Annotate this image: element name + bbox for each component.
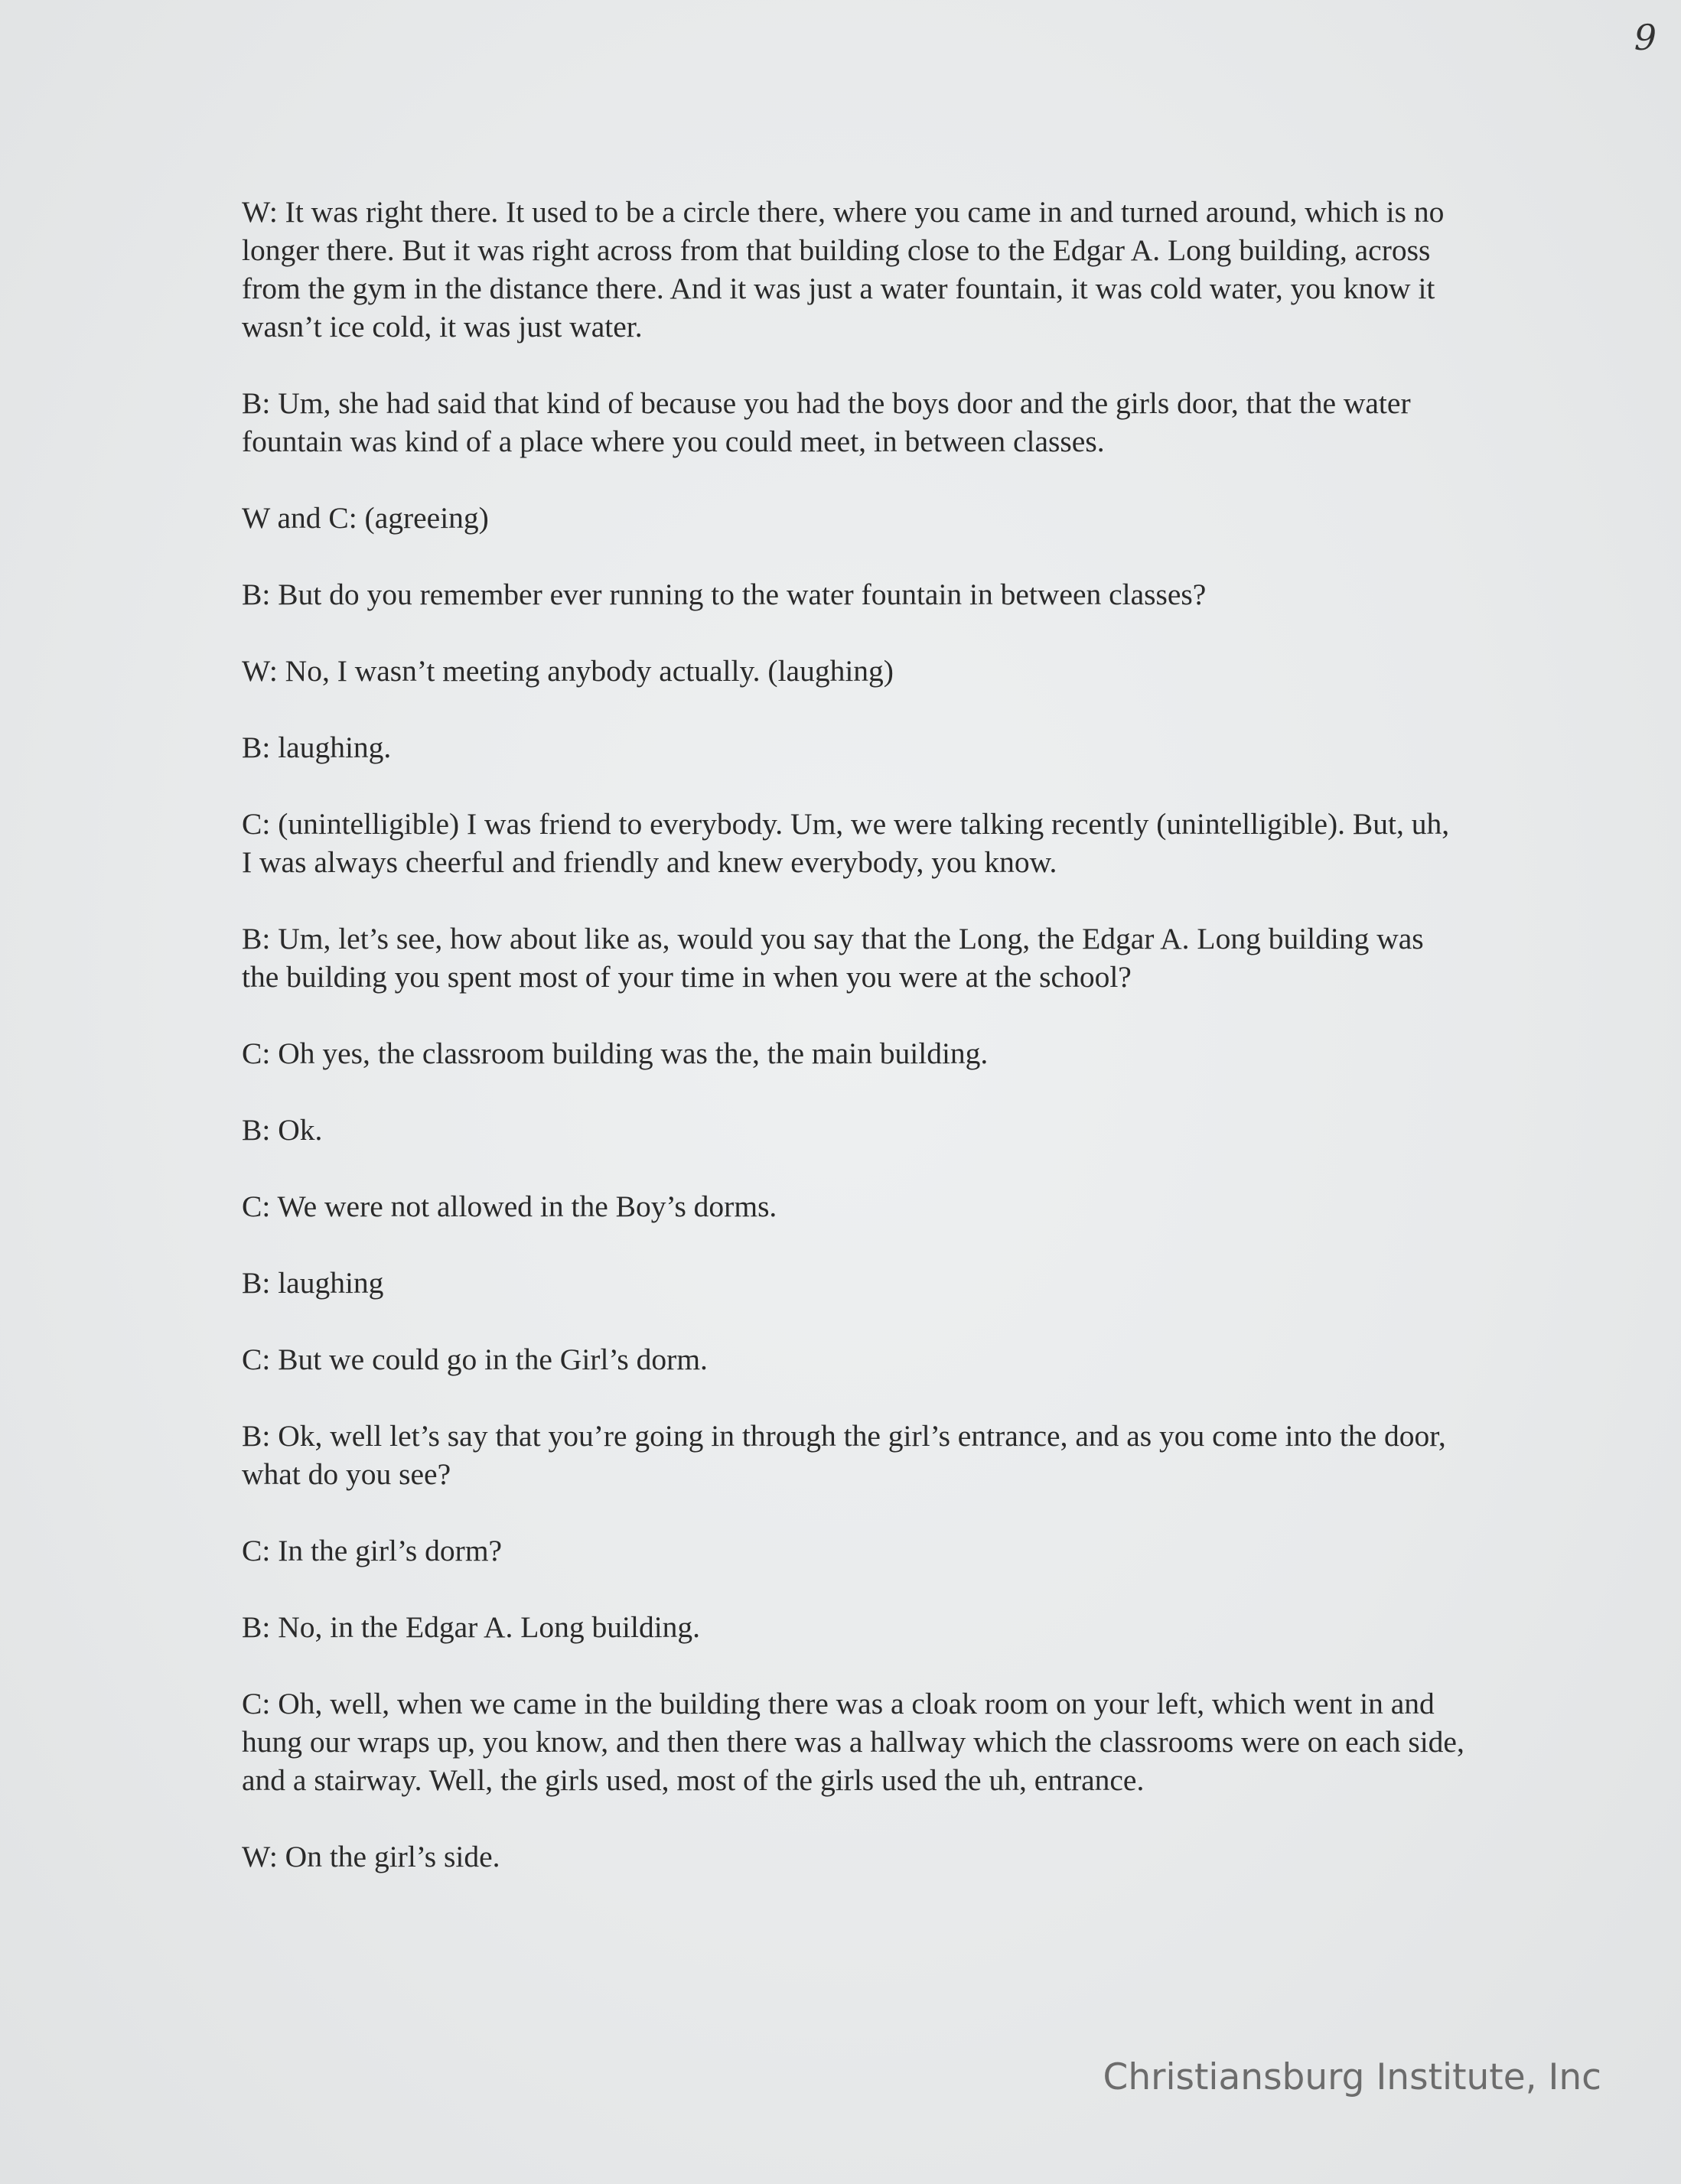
transcript-paragraph: B: laughing: [242, 1266, 384, 1300]
watermark: Christiansburg Institute, Inc: [1103, 2056, 1601, 2098]
transcript-paragraph: B: Um, let’s see, how about like as, would you say that the Long, the Edgar A. Long building was the building you spent most of your time in when you were at the school?: [242, 922, 1424, 994]
transcript-paragraph: W: No, I wasn’t meeting anybody actually. (laughing): [242, 654, 894, 688]
transcript-paragraph: W: It was right there. It used to be a circle there, where you came in and turned around, which is no longer there. But it was right across from that building close to the Edgar A. Long building, across from the gym in the distance there. And it was just a water fountain, it was cold water, you know it wasn’t ice cold, it was just water.: [242, 195, 1445, 343]
transcript-body: [242, 193, 1466, 1914]
transcript-paragraph: B: Ok, well let’s say that you’re going in through the girl’s entrance, and as you come into the door, what do you see?: [242, 1419, 1446, 1491]
transcript-paragraph: C: Oh, well, when we came in the building there was a cloak room on your left, which went in and hung our wraps up, you know, and then there was a hallway which the classrooms were on each side, and a stairway. Well, the girls used, most of the girls used the uh, entrance.: [242, 1687, 1464, 1797]
transcript-paragraph: C: We were not allowed in the Boy’s dorms.: [242, 1190, 777, 1223]
transcript-paragraph: C: But we could go in the Girl’s dorm.: [242, 1343, 708, 1376]
transcript-paragraph: C: In the girl’s dorm?: [242, 1534, 503, 1567]
transcript-paragraph: B: No, in the Edgar A. Long building.: [242, 1610, 701, 1644]
transcript-paragraph: B: But do you remember ever running to the water fountain in between classes?: [242, 578, 1207, 611]
transcript-paragraph: W and C: (agreeing): [242, 501, 489, 535]
transcript-paragraph: B: Um, she had said that kind of because you had the boys door and the girls door, that the water fountain was kind of a place where you could meet, in between classes.: [242, 386, 1411, 458]
transcript-paragraph: B: Ok.: [242, 1113, 323, 1147]
transcript-paragraph: C: Oh yes, the classroom building was the, the main building.: [242, 1037, 989, 1070]
page-number: 9: [1634, 17, 1657, 58]
transcript-paragraph: C: (unintelligible) I was friend to everybody. Um, we were talking recently (unintelligible). But, uh, I was always cheerful and friendly and knew everybody, you know.: [242, 807, 1450, 879]
transcript-paragraph: W: On the girl’s side.: [242, 1840, 500, 1873]
transcript-paragraph: B: laughing.: [242, 731, 392, 764]
